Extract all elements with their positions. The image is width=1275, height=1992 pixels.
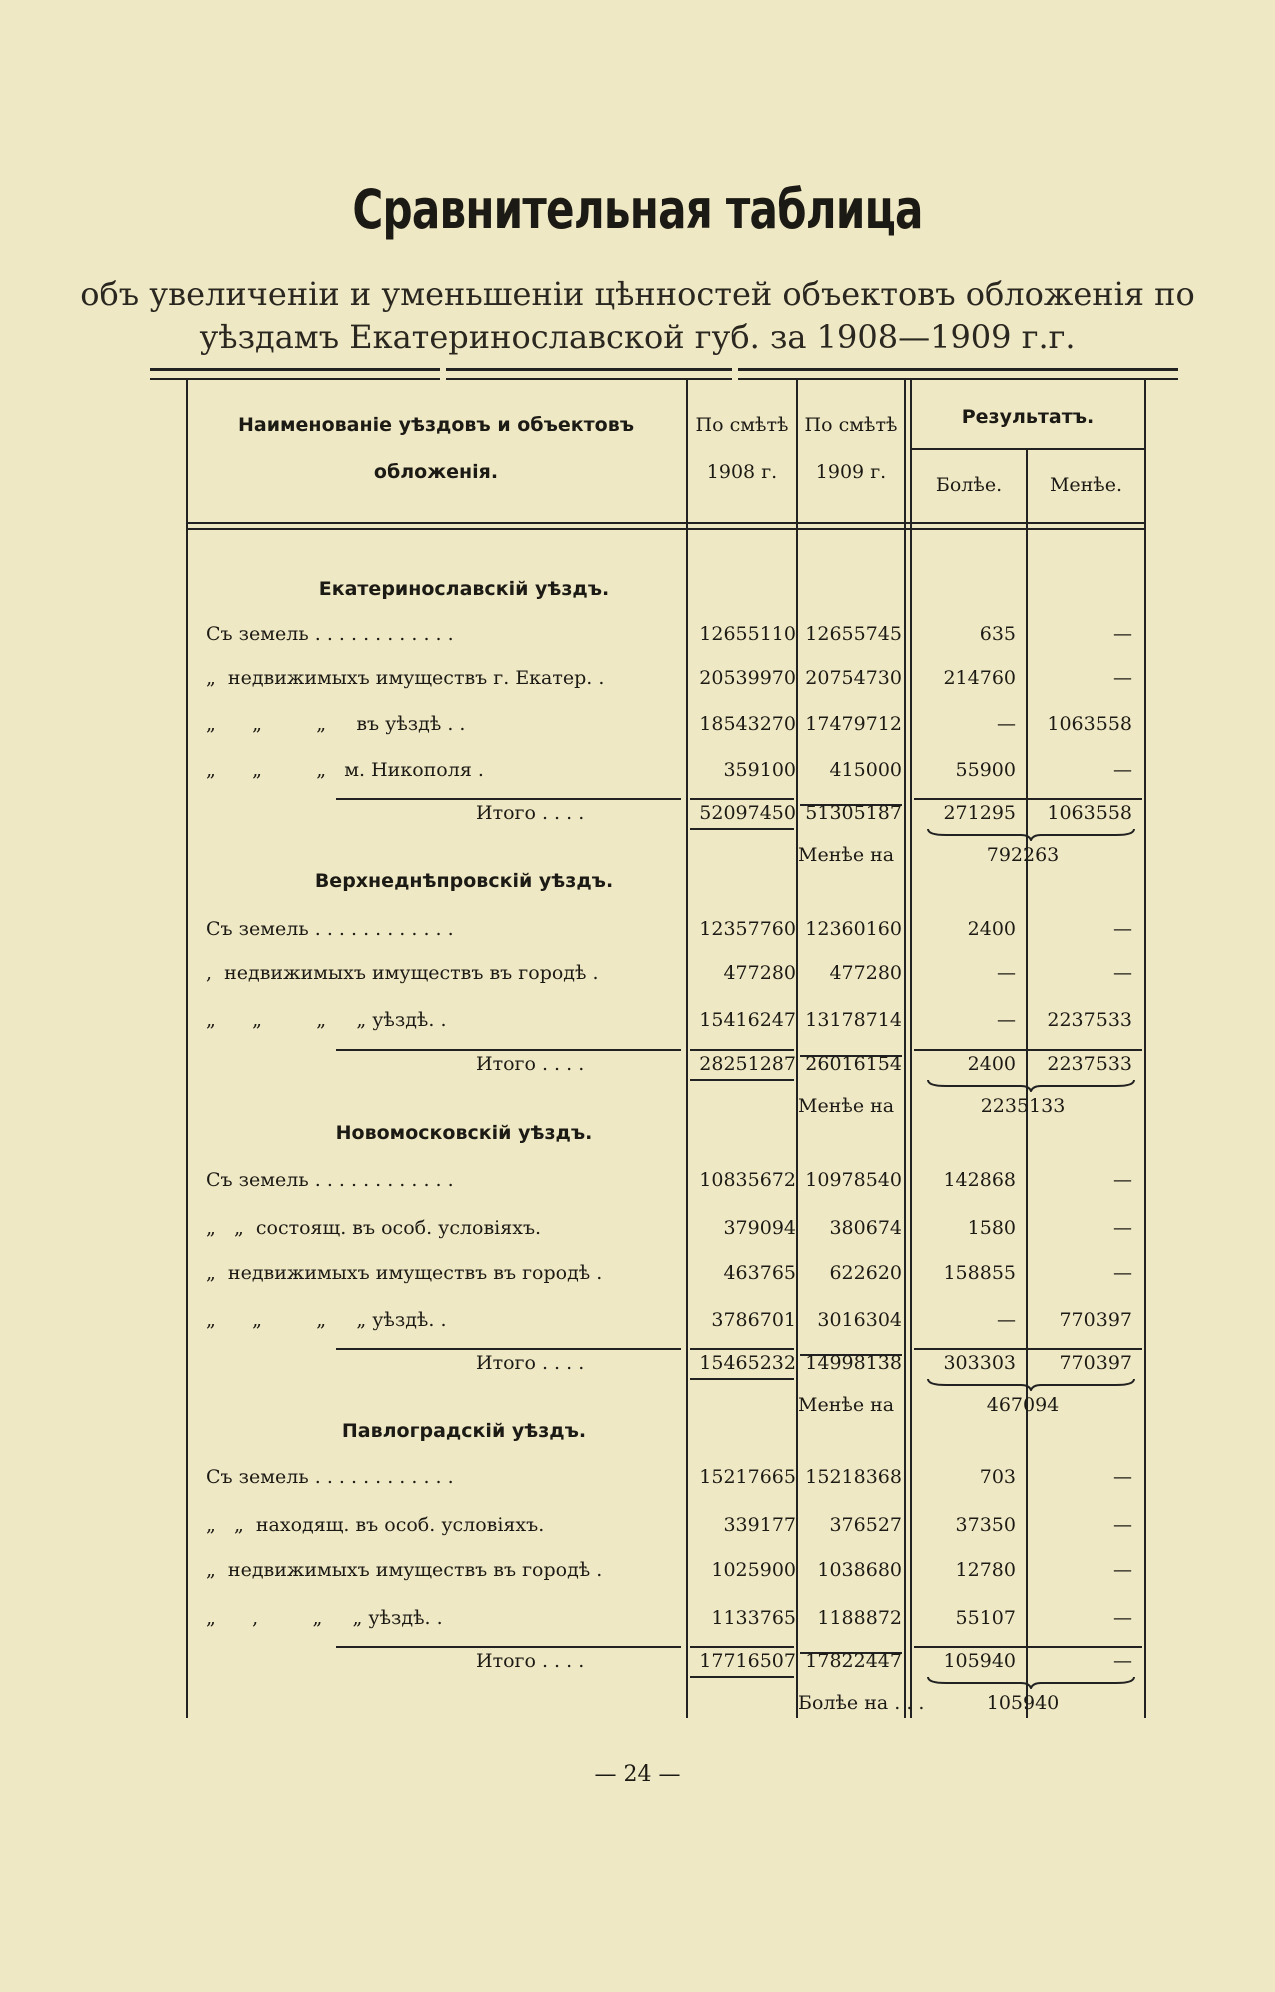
table-row (186, 962, 1148, 992)
value-1909: 622620 (829, 1262, 902, 1284)
district-name: Екатеринославскій уѣздъ. (318, 578, 610, 600)
row-label: „ , „ „ уѣздѣ. . (206, 1607, 443, 1629)
district-name: Новомосковскій уѣздъ. (335, 1122, 593, 1144)
value-1909: 13178714 (805, 1009, 902, 1031)
total-label: Итого . . . . (476, 1053, 585, 1075)
value-1909: 415000 (829, 759, 902, 781)
value-more: — (997, 713, 1016, 735)
value-less: — (1113, 1559, 1132, 1581)
value-1908: 339177 (723, 1514, 796, 1536)
value-1909: 1188872 (817, 1607, 902, 1629)
header-more: Болѣе. (935, 474, 1003, 496)
value-1908: 12655110 (699, 623, 796, 645)
row-label: Съ земель . . . . . . . . . . . . (206, 1169, 454, 1191)
value-1908: 15416247 (699, 1009, 796, 1031)
row-label: Съ земель . . . . . . . . . . . . (206, 1466, 454, 1488)
total-1909: 51305187 (805, 802, 902, 824)
value-more: 2400 (967, 918, 1016, 940)
value-1908: 379094 (723, 1217, 796, 1239)
district-name: Павлоградскій уѣздъ. (341, 1420, 587, 1442)
value-1908: 12357760 (699, 918, 796, 940)
subtitle-line-1: объ увеличеніи и уменьшеніи цѣнностей объектовъ обложенія по (80, 275, 1195, 313)
total-less: 770397 (1059, 1352, 1132, 1374)
value-less: — (1113, 667, 1132, 689)
table-row (186, 1607, 1148, 1637)
net-value: 2235133 (980, 1095, 1066, 1117)
total-more: 2400 (967, 1053, 1016, 1075)
header-rule-1 (186, 522, 1146, 524)
value-more: 635 (979, 623, 1016, 645)
value-1909: 17479712 (805, 713, 902, 735)
total-underline-1908 (690, 1079, 794, 1081)
value-more: — (997, 1009, 1016, 1031)
total-rule-1908 (690, 1049, 794, 1051)
brace-icon (926, 826, 1136, 840)
value-less: — (1113, 1262, 1132, 1284)
value-1909: 1038680 (817, 1559, 902, 1581)
total-label: Итого . . . . (476, 1352, 585, 1374)
value-1909: 15218368 (805, 1466, 902, 1488)
value-less: — (1113, 1466, 1132, 1488)
total-less: — (1113, 1650, 1132, 1672)
total-rule-result (914, 798, 1142, 800)
value-1908: 477280 (723, 962, 796, 984)
value-less: — (1113, 1217, 1132, 1239)
row-label: „ недвижимыхъ имуществъ г. Екатер. . (206, 667, 605, 689)
value-more: 142868 (943, 1169, 1016, 1191)
table-row (186, 713, 1148, 743)
value-1908: 359100 (723, 759, 796, 781)
value-less: 2237533 (1047, 1009, 1132, 1031)
row-label: „ „ „ „ уѣздѣ. . (206, 1009, 447, 1031)
table-row (186, 1169, 1148, 1199)
value-more: 55107 (955, 1607, 1016, 1629)
value-1909: 12655745 (805, 623, 902, 645)
header-1908-line1: По смѣтѣ (695, 414, 789, 436)
value-1908: 20539970 (699, 667, 796, 689)
brace-icon (926, 1376, 1136, 1390)
value-less: — (1113, 1169, 1132, 1191)
page-number: — 24 — (594, 1762, 681, 1787)
header-1909-line1: По смѣтѣ (804, 414, 898, 436)
total-more: 271295 (943, 802, 1016, 824)
net-row (186, 1095, 1148, 1125)
value-1909: 380674 (829, 1217, 902, 1239)
value-less: — (1113, 759, 1132, 781)
value-less: — (1113, 1607, 1132, 1629)
table-row (186, 1009, 1148, 1039)
row-label: , недвижимыхъ имуществъ въ городѣ . (206, 962, 599, 984)
table-row (186, 1309, 1148, 1339)
total-rule-result (914, 1646, 1142, 1648)
value-more: 1580 (967, 1217, 1016, 1239)
header-less: Менѣе. (1049, 474, 1123, 496)
total-underline-1908 (690, 828, 794, 830)
total-more: 105940 (943, 1650, 1016, 1672)
value-less: 1063558 (1047, 713, 1132, 735)
value-1908: 1025900 (711, 1559, 796, 1581)
value-more: 214760 (943, 667, 1016, 689)
net-row (186, 1692, 1148, 1722)
value-less: — (1113, 962, 1132, 984)
value-more: — (997, 962, 1016, 984)
net-value: 792263 (986, 844, 1060, 866)
total-rule-labels (336, 1348, 681, 1350)
total-1908: 15465232 (699, 1352, 796, 1374)
value-1909: 477280 (829, 962, 902, 984)
row-label: „ „ „ „ уѣздѣ. . (206, 1309, 447, 1331)
district-name: Верхнеднѣпровскій уѣздъ. (314, 870, 614, 892)
value-more: 158855 (943, 1262, 1016, 1284)
page-title: Сравнительная таблица (352, 178, 923, 241)
net-label: Болѣе на . . . (798, 1692, 925, 1714)
table-row (186, 1217, 1148, 1247)
total-label: Итого . . . . (476, 802, 585, 824)
total-1909: 26016154 (805, 1053, 902, 1075)
value-1908: 3786701 (711, 1309, 796, 1331)
total-1909: 17822447 (805, 1650, 902, 1672)
table-row (186, 918, 1148, 948)
value-more: — (997, 1309, 1016, 1331)
row-label: „ недвижимыхъ имуществъ въ городѣ . (206, 1559, 603, 1581)
net-value: 467094 (986, 1394, 1060, 1416)
table-row (186, 667, 1148, 697)
total-underline-1908 (690, 1378, 794, 1380)
total-rule-labels (336, 1049, 681, 1051)
value-less: — (1113, 918, 1132, 940)
total-rule-result (914, 1049, 1142, 1051)
header-1909-line2: 1909 г. (815, 461, 887, 483)
header-result-rule (910, 448, 1144, 450)
row-label: „ „ „ въ уѣздѣ . . (206, 713, 466, 735)
header-result: Результатъ. (961, 406, 1095, 428)
value-less: — (1113, 623, 1132, 645)
value-more: 12780 (955, 1559, 1016, 1581)
row-label: „ недвижимыхъ имуществъ въ городѣ . (206, 1262, 603, 1284)
brace-icon (926, 1674, 1136, 1688)
value-1909: 3016304 (817, 1309, 902, 1331)
total-1908: 52097450 (699, 802, 796, 824)
total-more: 303303 (943, 1352, 1016, 1374)
table-row (186, 1262, 1148, 1292)
total-rule-labels (336, 1646, 681, 1648)
brace-icon (926, 1077, 1136, 1091)
total-1908: 17716507 (699, 1650, 796, 1672)
header-1908-line2: 1908 г. (706, 461, 778, 483)
value-1908: 10835672 (699, 1169, 796, 1191)
value-more: 37350 (955, 1514, 1016, 1536)
comparison-table (186, 378, 1148, 1718)
row-label: „ „ находящ. въ особ. условіяхъ. (206, 1514, 545, 1536)
value-1908: 1133765 (711, 1607, 796, 1629)
total-underline-1908 (690, 1676, 794, 1678)
total-1908: 28251287 (699, 1053, 796, 1075)
net-label: Менѣе на (798, 1394, 895, 1416)
table-row (186, 1559, 1148, 1589)
row-label: Съ земель . . . . . . . . . . . . (206, 918, 454, 940)
total-less: 2237533 (1047, 1053, 1132, 1075)
header-name-line1: Наименованіе уѣздовъ и объектовъ (237, 414, 634, 436)
table-row (186, 1466, 1148, 1496)
total-rule-1908 (690, 1348, 794, 1350)
total-label: Итого . . . . (476, 1650, 585, 1672)
table-row (186, 623, 1148, 653)
total-rule-1908 (690, 1646, 794, 1648)
row-label: Съ земель . . . . . . . . . . . . (206, 623, 454, 645)
value-less: — (1113, 1514, 1132, 1536)
subtitle-line-2: уѣздамъ Екатеринославской губ. за 1908—1909 г.г. (199, 318, 1076, 356)
value-1909: 376527 (829, 1514, 902, 1536)
header-rule-2 (186, 528, 1146, 530)
value-1908: 463765 (723, 1262, 796, 1284)
row-label: „ „ „ м. Никополя . (206, 759, 484, 781)
total-less: 1063558 (1047, 802, 1132, 824)
net-label: Менѣе на (798, 844, 895, 866)
value-1909: 10978540 (805, 1169, 902, 1191)
value-1908: 15217665 (699, 1466, 796, 1488)
net-value: 105940 (986, 1692, 1060, 1714)
value-more: 55900 (955, 759, 1016, 781)
total-rule-result (914, 1348, 1142, 1350)
value-more: 703 (979, 1466, 1016, 1488)
total-rule-labels (336, 798, 681, 800)
value-1908: 18543270 (699, 713, 796, 735)
value-less: 770397 (1059, 1309, 1132, 1331)
total-rule-1908 (690, 798, 794, 800)
total-1909: 14998138 (805, 1352, 902, 1374)
table-row (186, 759, 1148, 789)
row-label: „ „ состоящ. въ особ. условіяхъ. (206, 1217, 542, 1239)
table-row (186, 1514, 1148, 1544)
value-1909: 20754730 (805, 667, 902, 689)
net-label: Менѣе на (798, 1095, 895, 1117)
value-1909: 12360160 (805, 918, 902, 940)
header-name-line2: обложенія. (373, 461, 499, 483)
